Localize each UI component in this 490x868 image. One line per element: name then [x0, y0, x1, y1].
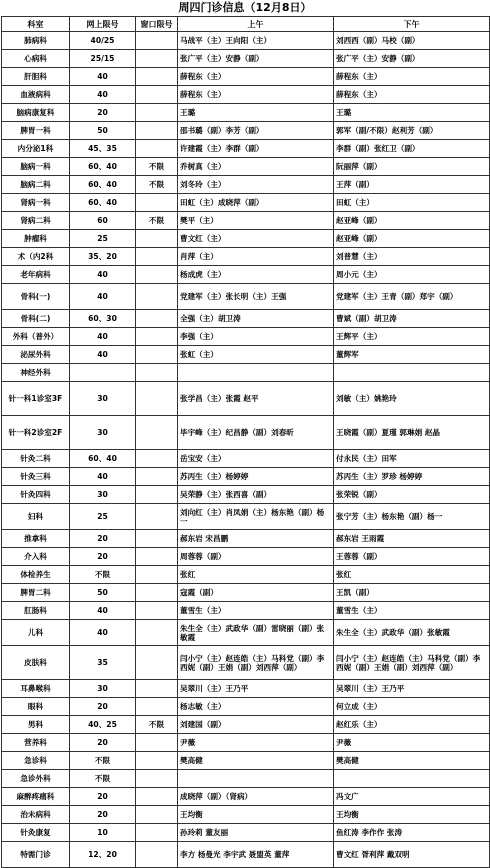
dept-cell: 术（内2科 — [2, 248, 70, 266]
page-title: 周四门诊信息（12月8日） — [178, 1, 312, 14]
afternoon-cell: 董辉军 — [334, 346, 490, 364]
dept-cell: 针灸三科 — [2, 468, 70, 486]
online-limit-cell: 50 — [70, 122, 136, 140]
table-row — [2, 620, 490, 646]
table-row — [2, 486, 490, 504]
table-row — [2, 212, 490, 230]
afternoon-cell: 周小元（主） — [334, 266, 490, 284]
afternoon-cell: 何立成（主） — [334, 698, 490, 716]
table-row — [2, 842, 490, 868]
afternoon-cell: 赵亚峰（副） — [334, 230, 490, 248]
table-row — [2, 230, 490, 248]
afternoon-cell: 赵亚峰（副） — [334, 212, 490, 230]
afternoon-cell: 冯文广 — [334, 788, 490, 806]
online-limit-cell: 20 — [70, 698, 136, 716]
online-limit-cell: 25 — [70, 230, 136, 248]
window-limit-cell — [136, 734, 178, 752]
window-limit-cell — [136, 468, 178, 486]
dept-cell: 营养科 — [2, 734, 70, 752]
dept-cell: 外科（普外） — [2, 328, 70, 346]
online-limit-cell: 12、20 — [70, 842, 136, 868]
afternoon-cell: 付永民（主）田军 — [334, 450, 490, 468]
window-limit-cell — [136, 248, 178, 266]
window-limit-cell — [136, 416, 178, 450]
dept-cell: 儿科 — [2, 620, 70, 646]
window-limit-cell: 不限 — [136, 176, 178, 194]
afternoon-cell: 王璐 — [334, 104, 490, 122]
dept-cell: 心病科 — [2, 50, 70, 68]
dept-cell: 神经外科 — [2, 364, 70, 382]
afternoon-cell: 王萍（副） — [334, 176, 490, 194]
online-limit-cell: 60、40 — [70, 450, 136, 468]
table-row — [2, 752, 490, 770]
morning-cell: 刘向红（主）肖凤娟（主）杨东艳（副）杨一 — [178, 504, 334, 530]
dept-cell: 内分泌1科 — [2, 140, 70, 158]
table-row — [2, 364, 490, 382]
afternoon-cell: 董雪生（主） — [334, 602, 490, 620]
dept-cell: 耳鼻喉科 — [2, 680, 70, 698]
dept-cell: 肺病科 — [2, 32, 70, 50]
table-row — [2, 468, 490, 486]
window-limit-cell — [136, 122, 178, 140]
window-limit-cell — [136, 584, 178, 602]
dept-cell: 推拿科 — [2, 530, 70, 548]
morning-cell: 刘冬玲（主） — [178, 176, 334, 194]
table-row — [2, 86, 490, 104]
table-row — [2, 504, 490, 530]
dept-cell: 肿瘤科 — [2, 230, 70, 248]
online-limit-cell: 40 — [70, 620, 136, 646]
dept-cell: 体检养生 — [2, 566, 70, 584]
window-limit-cell — [136, 842, 178, 868]
afternoon-cell: 樊高健 — [334, 752, 490, 770]
table-row — [2, 328, 490, 346]
table-row — [2, 416, 490, 450]
dept-cell: 骨科(二) — [2, 310, 70, 328]
morning-cell: 邵书璐（副）李芳（副） — [178, 122, 334, 140]
morning-cell: 闫小宁（主）赵连皓（主）马科党（副）李西妮（副）王娟（副）刘西萍（副） — [178, 646, 334, 680]
dept-cell: 血液病科 — [2, 86, 70, 104]
morning-cell: 寇霞（副） — [178, 584, 334, 602]
dept-cell: 皮肤科 — [2, 646, 70, 680]
table-row — [2, 158, 490, 176]
afternoon-cell — [334, 364, 490, 382]
morning-cell: 全强（主）胡卫涛 — [178, 310, 334, 328]
online-limit-cell: 50 — [70, 584, 136, 602]
online-limit-cell: 30 — [70, 416, 136, 450]
table-row — [2, 824, 490, 842]
online-limit-cell: 不限 — [70, 752, 136, 770]
dept-cell: 脑病一科 — [2, 158, 70, 176]
morning-cell: 乔树真（主） — [178, 158, 334, 176]
online-limit-cell: 60、40 — [70, 158, 136, 176]
online-limit-cell: 30 — [70, 382, 136, 416]
morning-cell: 吴荣静（主）张西喜（副） — [178, 486, 334, 504]
window-limit-cell — [136, 194, 178, 212]
dept-cell: 妇科 — [2, 504, 70, 530]
table-row — [2, 566, 490, 584]
table-row — [2, 248, 490, 266]
morning-cell: 许建霞（主）李群（副） — [178, 140, 334, 158]
online-limit-cell: 40 — [70, 266, 136, 284]
afternoon-cell: 张红 — [334, 566, 490, 584]
online-limit-cell: 20 — [70, 530, 136, 548]
table-row — [2, 770, 490, 788]
dept-cell: 老年病科 — [2, 266, 70, 284]
window-limit-cell — [136, 752, 178, 770]
afternoon-cell: 闫小宁（主）赵连皓（主）马科党（副）李西妮（副）王娟（副）刘西萍（副） — [334, 646, 490, 680]
morning-cell: 曹文红（主） — [178, 230, 334, 248]
online-limit-cell: 45、35 — [70, 140, 136, 158]
afternoon-cell: 尹薇 — [334, 734, 490, 752]
window-limit-cell — [136, 50, 178, 68]
dept-cell: 麻醉疼痛科 — [2, 788, 70, 806]
table-row — [2, 646, 490, 680]
morning-cell: 李方 杨曼光 李宇武 聂盟英 董萍 — [178, 842, 334, 868]
table-row — [2, 50, 490, 68]
online-limit-cell: 35 — [70, 646, 136, 680]
online-limit-cell: 60 — [70, 212, 136, 230]
online-limit-cell: 40 — [70, 86, 136, 104]
morning-cell: 薛程东（主） — [178, 68, 334, 86]
afternoon-cell: 刘敏（主）姚艳玲 — [334, 382, 490, 416]
morning-cell: 杨成虎（主） — [178, 266, 334, 284]
window-limit-cell — [136, 382, 178, 416]
table-header-row — [2, 17, 490, 32]
window-limit-cell — [136, 566, 178, 584]
morning-cell: 樊高健 — [178, 752, 334, 770]
window-limit-cell — [136, 602, 178, 620]
table-row — [2, 584, 490, 602]
table-row — [2, 176, 490, 194]
table-row — [2, 548, 490, 566]
table-row — [2, 806, 490, 824]
window-limit-cell — [136, 328, 178, 346]
window-limit-cell — [136, 548, 178, 566]
window-limit-cell — [136, 104, 178, 122]
table-row — [2, 530, 490, 548]
window-limit-cell — [136, 504, 178, 530]
dept-cell: 针一科2诊室2F — [2, 416, 70, 450]
table-row — [2, 450, 490, 468]
window-limit-cell: 不限 — [136, 716, 178, 734]
morning-cell: 张学昌（主）张霞 赵平 — [178, 382, 334, 416]
afternoon-cell: 王蓉蓉（副） — [334, 548, 490, 566]
morning-cell: 田虹（主）成晓萍（副） — [178, 194, 334, 212]
online-limit-cell: 40 — [70, 68, 136, 86]
dept-cell: 肝胆科 — [2, 68, 70, 86]
online-limit-cell: 30 — [70, 486, 136, 504]
online-limit-cell: 20 — [70, 734, 136, 752]
online-limit-cell: 40、25 — [70, 716, 136, 734]
clinic-schedule-table — [1, 16, 490, 868]
online-limit-cell: 40/25 — [70, 32, 136, 50]
table-row — [2, 680, 490, 698]
morning-cell: 王均衡 — [178, 806, 334, 824]
morning-cell: 张广平（主）安静（副） — [178, 50, 334, 68]
afternoon-cell: 薛程东（主） — [334, 68, 490, 86]
window-limit-cell — [136, 364, 178, 382]
schedule-sheet — [1, 0, 489, 868]
online-limit-cell: 25/15 — [70, 50, 136, 68]
online-limit-cell: 20 — [70, 788, 136, 806]
window-limit-cell — [136, 620, 178, 646]
table-row — [2, 346, 490, 364]
window-limit-cell — [136, 32, 178, 50]
table-row — [2, 734, 490, 752]
afternoon-cell: 王凯（副） — [334, 584, 490, 602]
morning-cell: 薛程东（主） — [178, 86, 334, 104]
morning-cell: 成晓萍（副）（肾病） — [178, 788, 334, 806]
dept-cell: 脾胃一科 — [2, 122, 70, 140]
dept-cell: 介入科 — [2, 548, 70, 566]
table-row — [2, 284, 490, 310]
window-limit-cell: 不限 — [136, 212, 178, 230]
morning-cell: 岳宝安（主） — [178, 450, 334, 468]
window-limit-cell — [136, 698, 178, 716]
afternoon-cell: 阮丽萍（副） — [334, 158, 490, 176]
dept-cell: 男科 — [2, 716, 70, 734]
morning-cell: 杨志敏（主） — [178, 698, 334, 716]
morning-cell: 樊平（主） — [178, 212, 334, 230]
afternoon-cell: 李群（副）张红卫（副） — [334, 140, 490, 158]
window-limit-cell — [136, 140, 178, 158]
morning-cell — [178, 364, 334, 382]
header-dept: 科室 — [2, 17, 70, 32]
window-limit-cell — [136, 646, 178, 680]
afternoon-cell: 王晓霞（副）夏瑾 郭琳娟 赵晶 — [334, 416, 490, 450]
afternoon-cell: 张广平（主）安静（副） — [334, 50, 490, 68]
morning-cell: 马战平（主）王向阳（主） — [178, 32, 334, 50]
dept-cell: 针一科1诊室3F — [2, 382, 70, 416]
table-row — [2, 122, 490, 140]
morning-cell: 李强（主） — [178, 328, 334, 346]
online-limit-cell: 40 — [70, 346, 136, 364]
window-limit-cell — [136, 68, 178, 86]
online-limit-cell: 20 — [70, 806, 136, 824]
morning-cell: 刘建国（副） — [178, 716, 334, 734]
afternoon-cell: 赵红乐（主） — [334, 716, 490, 734]
window-limit-cell — [136, 530, 178, 548]
morning-cell — [178, 770, 334, 788]
afternoon-cell: 郭军（副/不限）赵利芳（副） — [334, 122, 490, 140]
table-row — [2, 382, 490, 416]
dept-cell: 脾胃二科 — [2, 584, 70, 602]
afternoon-cell: 王辉平（主） — [334, 328, 490, 346]
table-row — [2, 716, 490, 734]
morning-cell: 朱生全（主）武政华（副）雷晓丽（副）张敏霞 — [178, 620, 334, 646]
table-row — [2, 104, 490, 122]
online-limit-cell: 60、30 — [70, 310, 136, 328]
afternoon-cell: 张宁芳（主）杨东艳（副）杨一 — [334, 504, 490, 530]
dept-cell: 针灸康复 — [2, 824, 70, 842]
window-limit-cell — [136, 230, 178, 248]
window-limit-cell — [136, 450, 178, 468]
online-limit-cell: 10 — [70, 824, 136, 842]
online-limit-cell: 40 — [70, 468, 136, 486]
header-online-limit: 网上限号 — [70, 17, 136, 32]
morning-cell: 尹薇 — [178, 734, 334, 752]
morning-cell: 毕宇峰（主）纪昌静（副）刘春昕 — [178, 416, 334, 450]
window-limit-cell: 不限 — [136, 158, 178, 176]
morning-cell: 董雪生（主） — [178, 602, 334, 620]
window-limit-cell — [136, 310, 178, 328]
morning-cell: 郝东岩 宋昌鹏 — [178, 530, 334, 548]
window-limit-cell — [136, 770, 178, 788]
table-row — [2, 266, 490, 284]
morning-cell: 肖萍（主） — [178, 248, 334, 266]
online-limit-cell: 20 — [70, 104, 136, 122]
online-limit-cell: 40 — [70, 328, 136, 346]
window-limit-cell — [136, 680, 178, 698]
dept-cell: 肾病一科 — [2, 194, 70, 212]
afternoon-cell — [334, 770, 490, 788]
dept-cell: 眼科 — [2, 698, 70, 716]
table-row — [2, 68, 490, 86]
online-limit-cell: 20 — [70, 548, 136, 566]
afternoon-cell: 田虹（主） — [334, 194, 490, 212]
afternoon-cell: 薛程东（主） — [334, 86, 490, 104]
window-limit-cell — [136, 824, 178, 842]
morning-cell: 孙玲莉 董友丽 — [178, 824, 334, 842]
afternoon-cell: 刘西西（副）马校（副） — [334, 32, 490, 50]
online-limit-cell: 60、40 — [70, 194, 136, 212]
online-limit-cell: 60、40 — [70, 176, 136, 194]
morning-cell: 党建军（主）张长明（主）王强 — [178, 284, 334, 310]
dept-cell: 针灸二科 — [2, 450, 70, 468]
dept-cell: 泌尿外科 — [2, 346, 70, 364]
dept-cell: 针灸四科 — [2, 486, 70, 504]
table-row — [2, 32, 490, 50]
window-limit-cell — [136, 86, 178, 104]
dept-cell: 肛肠科 — [2, 602, 70, 620]
window-limit-cell — [136, 346, 178, 364]
dept-cell: 急诊科 — [2, 752, 70, 770]
dept-cell: 肾病二科 — [2, 212, 70, 230]
window-limit-cell — [136, 788, 178, 806]
online-limit-cell: 不限 — [70, 566, 136, 584]
window-limit-cell — [136, 284, 178, 310]
table-row — [2, 140, 490, 158]
window-limit-cell — [136, 266, 178, 284]
header-morning: 上午 — [178, 17, 334, 32]
morning-cell: 周蓉蓉（副） — [178, 548, 334, 566]
afternoon-cell: 刘普慧（主） — [334, 248, 490, 266]
dept-cell: 特需门诊 — [2, 842, 70, 868]
afternoon-cell: 鱼红涛 李作作 张涛 — [334, 824, 490, 842]
online-limit-cell — [70, 364, 136, 382]
table-row — [2, 698, 490, 716]
afternoon-cell: 张荣锐（副） — [334, 486, 490, 504]
table-row — [2, 310, 490, 328]
header-window-limit: 窗口限号 — [136, 17, 178, 32]
table-row — [2, 602, 490, 620]
afternoon-cell: 党建军（主）王青（副）郑宇（副） — [334, 284, 490, 310]
window-limit-cell — [136, 486, 178, 504]
afternoon-cell: 吴翠川（主）王乃平 — [334, 680, 490, 698]
afternoon-cell: 曹斌（副）胡卫涛 — [334, 310, 490, 328]
morning-cell: 张红 — [178, 566, 334, 584]
online-limit-cell: 不限 — [70, 770, 136, 788]
morning-cell: 苏丙生（主）杨婷婷 — [178, 468, 334, 486]
afternoon-cell: 曹文红 胥利萍 戴双明 — [334, 842, 490, 868]
table-row — [2, 194, 490, 212]
morning-cell: 吴翠川（主）王乃平 — [178, 680, 334, 698]
morning-cell: 王璐 — [178, 104, 334, 122]
dept-cell: 急诊外科 — [2, 770, 70, 788]
afternoon-cell: 苏丙生（主）罗珍 杨婷婷 — [334, 468, 490, 486]
online-limit-cell: 40 — [70, 284, 136, 310]
dept-cell: 脑病二科 — [2, 176, 70, 194]
afternoon-cell: 王均衡 — [334, 806, 490, 824]
dept-cell: 骨科(一) — [2, 284, 70, 310]
online-limit-cell: 25 — [70, 504, 136, 530]
afternoon-cell: 郝东岩 王雨霞 — [334, 530, 490, 548]
online-limit-cell: 35、20 — [70, 248, 136, 266]
morning-cell: 张虹（主） — [178, 346, 334, 364]
table-row — [2, 788, 490, 806]
dept-cell: 脑病康复科 — [2, 104, 70, 122]
afternoon-cell: 朱生全（主）武政华（副）张敏霞 — [334, 620, 490, 646]
dept-cell: 治未病科 — [2, 806, 70, 824]
header-afternoon: 下午 — [334, 17, 490, 32]
online-limit-cell: 30 — [70, 680, 136, 698]
window-limit-cell — [136, 806, 178, 824]
online-limit-cell: 40 — [70, 602, 136, 620]
